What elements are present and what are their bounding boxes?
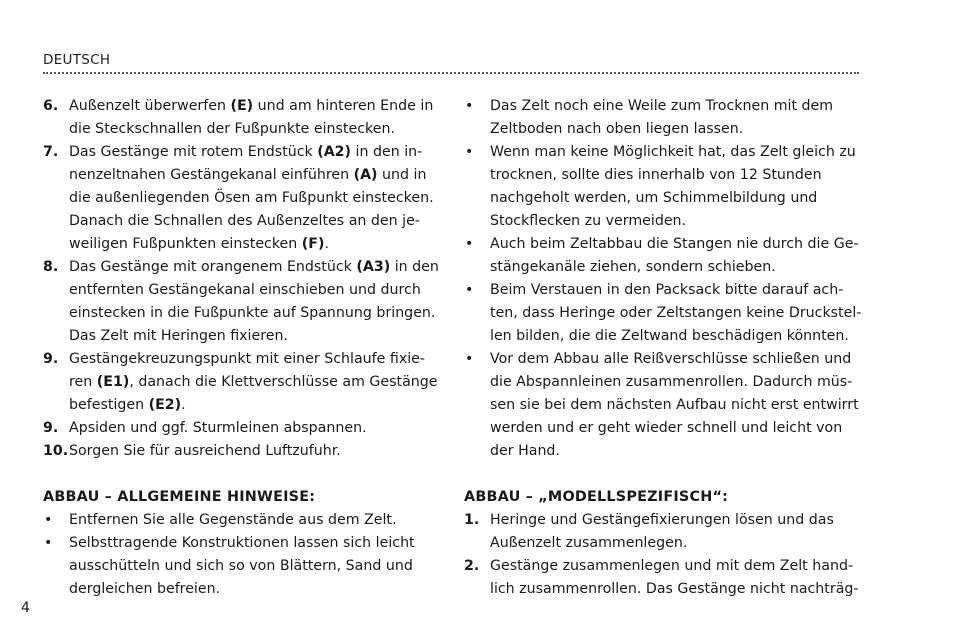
step-number: 9. [43, 351, 59, 367]
list-item [43, 348, 443, 417]
step-number: 10. [43, 443, 69, 459]
step-text: Heringe und Gestängefixierungen lösen und das Außenzelt zusammenlegen. [490, 512, 834, 551]
language-label: DEUTSCH [43, 52, 111, 68]
step-text: Außenzelt überwerfen (E) und am hinteren Ende in die Steckschnallen der Fußpunkte einstecken. [69, 98, 434, 137]
step-number: 1. [464, 512, 480, 528]
assembly-steps-list [43, 95, 443, 463]
bullet-text: Das Zelt noch eine Weile zum Trocknen mit dem Zeltboden nach oben liegen lassen. [490, 98, 834, 137]
list-item [464, 95, 864, 141]
list-item [464, 233, 864, 279]
step-number: 2. [464, 558, 480, 574]
bullet-icon: • [465, 236, 474, 252]
bullet-icon: • [465, 144, 474, 160]
step-text: Apsiden und ggf. Sturmleinen abspannen. [69, 420, 367, 436]
list-item [43, 95, 443, 141]
step-text: Gestänge zusammenlegen und mit dem Zelt hand-lich zusammenrollen. Das Gestänge nicht nachträg- [490, 558, 859, 597]
list-item [43, 532, 443, 601]
bullet-icon: • [44, 512, 53, 528]
bullet-text: Beim Verstauen in den Packsack bitte darauf ach-ten, dass Heringe oder Zeltstangen keine Druckstel-len bilden, die die Zeltwand beschädigen könnten. [490, 282, 862, 344]
bullet-text: Entfernen Sie alle Gegenstände aus dem Zelt. [69, 512, 397, 528]
section-heading-dismantling-general: ABBAU – ALLGEMEINE HINWEISE: [43, 489, 316, 505]
list-item [43, 141, 443, 256]
list-item [43, 509, 443, 532]
list-item [464, 348, 864, 463]
list-item [464, 509, 864, 555]
bullet-text: Auch beim Zeltabbau die Stangen nie durch die Ge-stängekanäle ziehen, sondern schieben. [490, 236, 859, 275]
bullet-text: Selbsttragende Konstruktionen lassen sich leicht ausschütteln und sich so von Blättern, Sand und dergleichen befreien. [69, 535, 415, 597]
step-number: 6. [43, 98, 59, 114]
step-number: 9. [43, 420, 59, 436]
step-text: Gestängekreuzungspunkt mit einer Schlaufe fixie-ren (E1), danach die Klettverschlüsse am Gestänge befestigen (E2). [69, 351, 438, 413]
bullet-text: Vor dem Abbau alle Reißverschlüsse schließen und die Abspannleinen zusammenrollen. Dadurch müs-sen sie bei dem nächsten Aufbau nicht erst entwirrt werden und er geht wieder schnell und leicht von der Hand. [490, 351, 859, 459]
bullet-icon: • [465, 351, 474, 367]
list-item [43, 256, 443, 348]
bullet-text: Wenn man keine Möglichkeit hat, das Zelt gleich zu trocknen, sollte dies innerhalb von 12 Stunden nachgeholt werden, um Schimmelbildung und Stockflecken zu vermeiden. [490, 144, 856, 229]
step-text: Sorgen Sie für ausreichend Luftzufuhr. [69, 443, 341, 459]
step-text: Das Gestänge mit rotem Endstück (A2) in den in-nenzeltnahen Gestängekanal einführen (A) und in die außenliegenden Ösen am Fußpunkt einstecken. Danach die Schnallen des Außenzeltes an den je-weiligen Fußpunkten einstecken (F). [69, 144, 434, 252]
page-number: 4 [21, 600, 30, 616]
left-column [43, 95, 443, 601]
step-text: Das Gestänge mit orangenem Endstück (A3) in den entfernten Gestängekanal einschieben und durch einstecken in die Fußpunkte auf Spannung bringen. Das Zelt mit Heringen fixieren. [69, 259, 439, 344]
model-steps-list [464, 509, 864, 601]
list-item [464, 555, 864, 601]
bullet-icon: • [44, 535, 53, 551]
step-number: 7. [43, 144, 59, 160]
dotted-divider [43, 72, 859, 74]
bullet-icon: • [465, 282, 474, 298]
list-item [43, 417, 443, 440]
drying-tips-list [464, 95, 864, 463]
general-tips-list [43, 509, 443, 601]
list-item [43, 440, 443, 463]
step-number: 8. [43, 259, 59, 275]
right-column [464, 95, 864, 601]
bullet-icon: • [465, 98, 474, 114]
list-item [464, 279, 864, 348]
list-item [464, 141, 864, 233]
section-heading-dismantling-model: ABBAU – „MODELLSPEZIFISCH“: [464, 489, 729, 505]
